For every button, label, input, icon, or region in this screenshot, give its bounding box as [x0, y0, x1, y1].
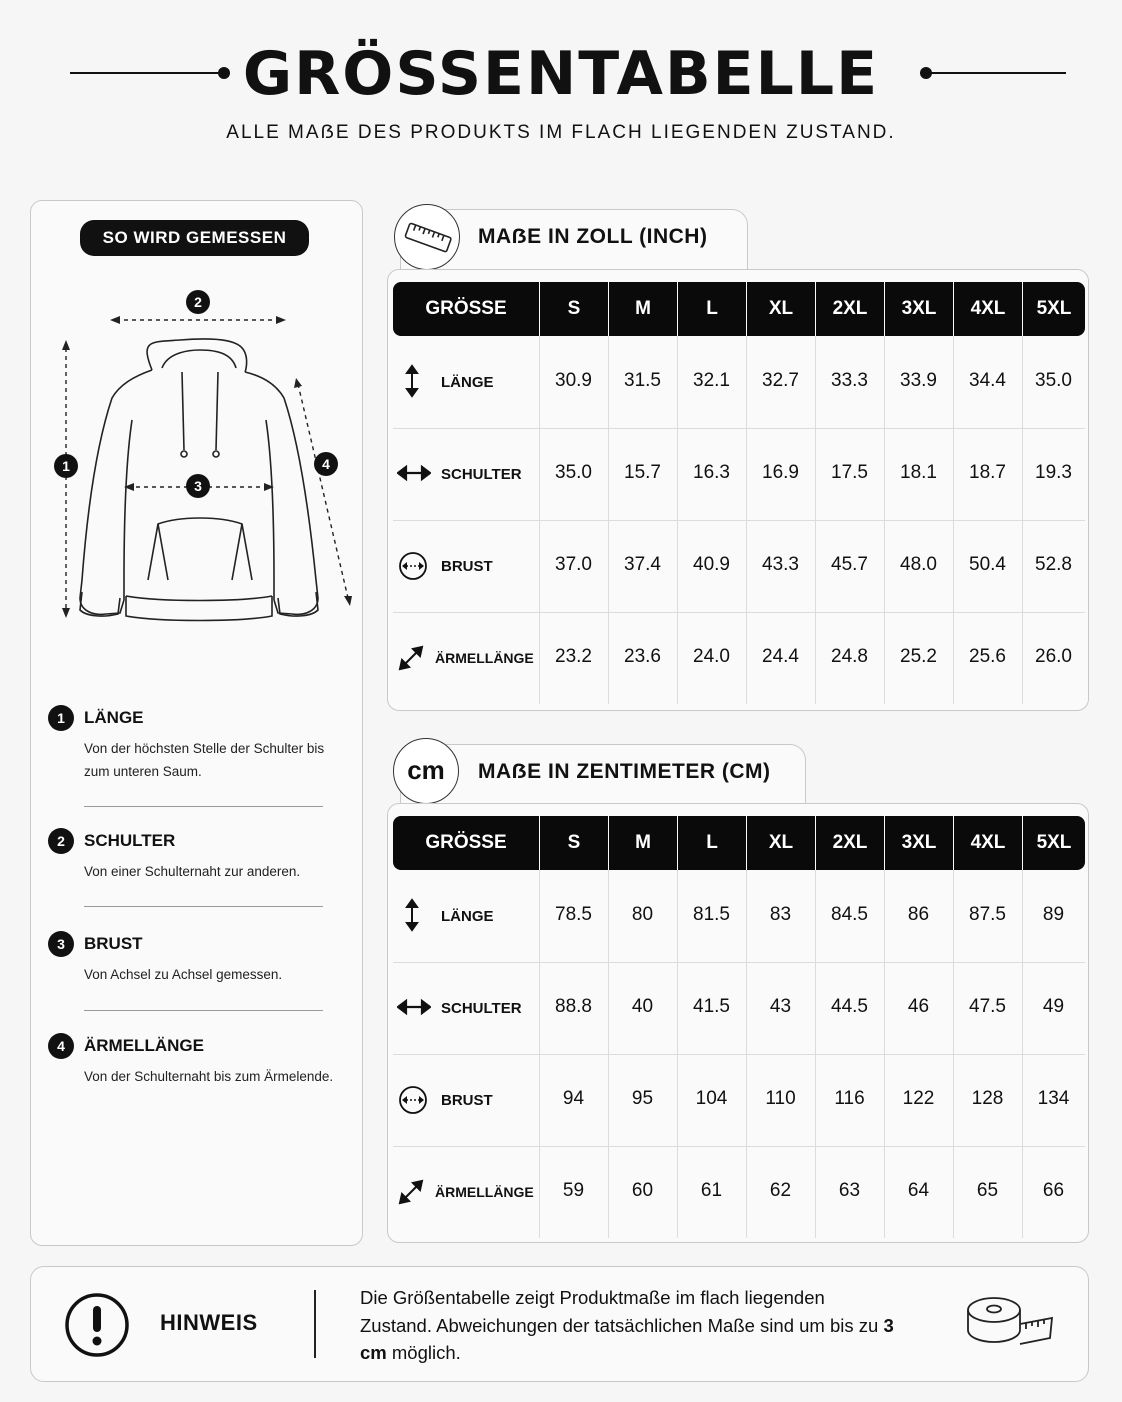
table-row [393, 336, 1085, 428]
table-cell: 89 [1042, 904, 1065, 925]
inch-table-title: MAẞE IN ZOLL (INCH) [478, 225, 708, 248]
size-header-3xl: 3XL [885, 282, 953, 336]
legend-description: Von der höchsten Stelle der Schulter bis zum unteren Saum. [84, 741, 325, 779]
measuring-tape-icon [964, 1290, 1056, 1356]
horizontal-arrow-icon [397, 463, 431, 487]
page-title: GRÖSSENTABELLE [242, 39, 880, 109]
size-header-4xl: 4XL [954, 282, 1022, 336]
table-header-row [393, 816, 1085, 870]
legend-number: 1 [48, 705, 74, 731]
circle-arrow-icon [397, 1084, 429, 1120]
table-cell: 95 [631, 1088, 654, 1109]
legend-divider [84, 906, 323, 907]
hoodie-diagram [40, 280, 360, 630]
circle-arrow-icon [397, 550, 429, 586]
table-cell: 80 [631, 904, 654, 925]
table-cell: 37.4 [624, 554, 661, 575]
row-label: SCHULTER [441, 1000, 522, 1017]
table-cell: 61 [700, 1180, 723, 1201]
size-header-3xl: 3XL [885, 816, 953, 870]
table-cell: 18.1 [900, 462, 937, 483]
table-cell: 63 [838, 1180, 861, 1201]
table-cell: 37.0 [555, 554, 592, 575]
table-row [393, 520, 1085, 612]
size-column-header: GRÖSSE [393, 282, 539, 336]
table-cell: 52.8 [1035, 554, 1072, 575]
table-cell: 88.8 [555, 996, 592, 1017]
table-cell: 30.9 [555, 370, 592, 391]
legend-number: 4 [48, 1033, 74, 1059]
table-cell: 50.4 [969, 554, 1006, 575]
marker-2-label: 2 [194, 294, 202, 310]
size-header-s: S [540, 816, 608, 870]
table-cell: 84.5 [831, 904, 868, 925]
table-row [393, 870, 1085, 962]
legend-number: 3 [48, 931, 74, 957]
table-cell: 48.0 [900, 554, 937, 575]
table-cell: 32.7 [762, 370, 799, 391]
note-text-bold: 3 cm [360, 1314, 894, 1363]
row-label: SCHULTER [441, 466, 522, 483]
table-cell: 25.2 [900, 646, 937, 667]
cm-table [387, 803, 1089, 1243]
table-cell: 23.2 [555, 646, 592, 667]
table-cell: 78.5 [555, 904, 592, 925]
diagonal-arrow-icon [397, 1178, 425, 1210]
table-cell: 104 [695, 1088, 728, 1109]
row-label: BRUST [441, 1092, 493, 1109]
legend-title: SCHULTER [84, 831, 176, 850]
table-row [393, 428, 1085, 520]
size-header-m: M [609, 282, 677, 336]
table-cell: 15.7 [624, 462, 661, 483]
horizontal-arrow-icon [397, 997, 431, 1021]
table-cell: 31.5 [624, 370, 661, 391]
size-header-2xl: 2XL [816, 282, 884, 336]
table-cell: 64 [907, 1180, 930, 1201]
size-header-5xl: 5XL [1023, 282, 1085, 336]
measure-guide-pill: SO WIRD GEMESSEN [80, 220, 309, 256]
table-cell: 83 [769, 904, 792, 925]
table-cell: 134 [1037, 1088, 1070, 1109]
size-header-xl: XL [747, 816, 815, 870]
table-cell: 16.3 [693, 462, 730, 483]
size-header-2xl: 2XL [816, 816, 884, 870]
table-row [393, 1146, 1085, 1238]
table-cell: 33.9 [900, 370, 937, 391]
row-label: LÄNGE [441, 908, 494, 925]
row-label: ÄRMELLÄNGE [435, 1184, 534, 1200]
table-cell: 86 [907, 904, 930, 925]
table-header-row [393, 282, 1085, 336]
table-cell: 34.4 [969, 370, 1006, 391]
table-cell: 23.6 [624, 646, 661, 667]
table-cell: 24.4 [762, 646, 799, 667]
table-cell: 110 [765, 1088, 796, 1109]
table-cell: 43 [769, 996, 792, 1017]
legend-description: Von Achsel zu Achsel gemessen. [84, 967, 283, 982]
diagonal-arrow-icon [397, 644, 425, 676]
table-row [393, 1054, 1085, 1146]
table-cell: 18.7 [969, 462, 1006, 483]
title-rule-right [928, 72, 1066, 74]
table-cell: 26.0 [1035, 646, 1072, 667]
note-text-end: möglich. [386, 1342, 461, 1363]
legend-number: 2 [48, 828, 74, 854]
table-cell: 87.5 [969, 904, 1006, 925]
table-cell: 19.3 [1035, 462, 1072, 483]
note-text [360, 1284, 900, 1367]
note-text-main: Die Größentabelle zeigt Produktmaße im flach liegenden Zustand. Abweichungen der tatsächlichen Maße sind um bis zu [360, 1287, 884, 1336]
marker-1-label: 1 [62, 458, 70, 474]
size-header-m: M [609, 816, 677, 870]
marker-4-label: 4 [322, 456, 330, 472]
vertical-arrow-icon [397, 364, 427, 402]
page-subtitle: ALLE MAẞE DES PRODUKTS IM FLACH LIEGENDEN ZUSTAND. [226, 122, 896, 143]
table-cell: 35.0 [555, 462, 592, 483]
note-divider [314, 1290, 316, 1358]
ruler-icon [394, 204, 460, 270]
table-cell: 46 [907, 996, 930, 1017]
row-label: BRUST [441, 558, 493, 575]
table-row [393, 612, 1085, 704]
table-cell: 35.0 [1035, 370, 1072, 391]
table-cell: 94 [562, 1088, 585, 1109]
legend-title: BRUST [84, 934, 143, 953]
table-cell: 41.5 [693, 996, 730, 1017]
table-cell: 66 [1042, 1180, 1065, 1201]
cm-icon: cm [393, 738, 459, 804]
size-header-5xl: 5XL [1023, 816, 1085, 870]
table-cell: 24.0 [693, 646, 730, 667]
legend-divider [84, 1010, 323, 1011]
legend-title: LÄNGE [84, 708, 144, 727]
legend-divider [84, 806, 323, 807]
table-cell: 32.1 [693, 370, 730, 391]
table-cell: 16.9 [762, 462, 799, 483]
size-header-s: S [540, 282, 608, 336]
exclamation-icon [64, 1292, 130, 1358]
table-cell: 33.3 [831, 370, 868, 391]
table-cell: 62 [769, 1180, 792, 1201]
size-header-l: L [678, 282, 746, 336]
table-cell: 17.5 [831, 462, 868, 483]
marker-3-label: 3 [194, 478, 202, 494]
table-cell: 45.7 [831, 554, 868, 575]
legend-description: Von einer Schulternaht zur anderen. [84, 864, 301, 879]
note-label: HINWEIS [160, 1310, 258, 1335]
table-cell: 81.5 [693, 904, 730, 925]
table-cell: 60 [631, 1180, 654, 1201]
table-cell: 59 [562, 1180, 585, 1201]
table-cell: 25.6 [969, 646, 1006, 667]
table-cell: 122 [902, 1088, 935, 1109]
size-header-4xl: 4XL [954, 816, 1022, 870]
legend-description: Von der Schulternaht bis zum Ärmelende. [84, 1069, 334, 1084]
size-header-xl: XL [747, 282, 815, 336]
table-cell: 128 [971, 1088, 1004, 1109]
table-cell: 65 [976, 1180, 999, 1201]
table-cell: 47.5 [969, 996, 1006, 1017]
table-cell: 49 [1042, 996, 1065, 1017]
table-cell: 24.8 [831, 646, 868, 667]
vertical-arrow-icon [397, 898, 427, 936]
row-label: LÄNGE [441, 374, 494, 391]
table-cell: 40 [631, 996, 654, 1017]
table-cell: 44.5 [831, 996, 868, 1017]
table-cell: 40.9 [693, 554, 730, 575]
inch-table [387, 269, 1089, 711]
table-row [393, 962, 1085, 1054]
size-column-header: GRÖSSE [393, 816, 539, 870]
legend-title: ÄRMELLÄNGE [84, 1036, 204, 1055]
table-cell: 43.3 [762, 554, 799, 575]
table-cell: 116 [834, 1088, 865, 1109]
row-label: ÄRMELLÄNGE [435, 650, 534, 666]
size-header-l: L [678, 816, 746, 870]
cm-table-title: MAẞE IN ZENTIMETER (CM) [478, 760, 771, 783]
